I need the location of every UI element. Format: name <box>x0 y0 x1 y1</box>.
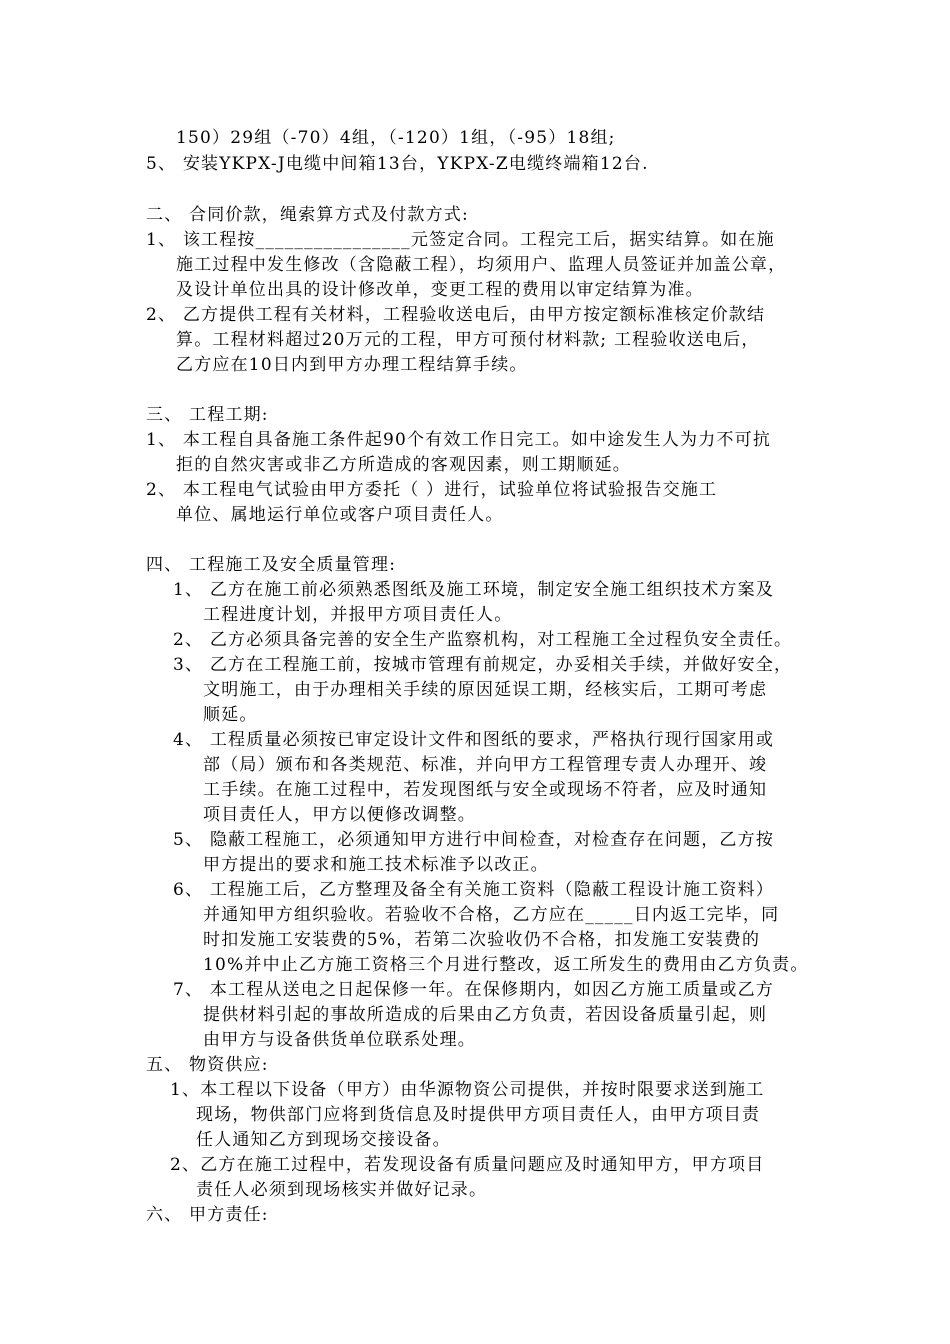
list-item: 1、本工程以下设备（甲方）由华源物资公司提供，并按时限要求送到施工 <box>170 1080 765 1100</box>
text-line: 项目责任人，甲方以便修改调整。 <box>203 805 476 825</box>
text-line: 顺延。 <box>203 705 258 725</box>
text-line: 工程进度计划，并报甲方项目责任人。 <box>203 605 513 625</box>
text-line: 提供材料引起的事故所造成的后果由乙方负责，若因设备质量引起，则 <box>203 1005 768 1025</box>
list-item: 2、 乙方提供工程有关材料，工程验收送电后，由甲方按定额标准核定价款结 <box>146 305 766 325</box>
text-line: 工手续。在施工过程中，若发现图纸与安全或现场不符者，应及时通知 <box>203 780 768 800</box>
text-line: 责任人必须到现场核实并做好记录。 <box>196 1180 488 1200</box>
list-item: 3、 乙方在工程施工前，按城市管理有前规定，办妥相关手续，并做好安全， <box>173 655 793 675</box>
list-item: 6、 工程施工后，乙方整理及备全有关施工资料（隐蔽工程设计施工资料） <box>173 880 775 900</box>
text-line: 甲方提出的要求和施工技术标准予以改正。 <box>203 855 549 875</box>
text-line: 任人通知乙方到现场交接设备。 <box>196 1130 451 1150</box>
list-item: 2、 本工程电气试验由甲方委托（ ）进行，试验单位将试验报告交施工 <box>146 480 718 500</box>
text-line: 算。工程材料超过20万元的工程，甲方可预付材料款; 工程验收送电后， <box>176 330 760 350</box>
list-item: 2、乙方在施工过程中，若发现设备有质量问题应及时通知甲方，甲方项目 <box>170 1155 765 1175</box>
list-item: 1、 乙方在施工前必须熟悉图纸及施工环境，制定安全施工组织技术方案及 <box>173 580 775 600</box>
section-heading: 三、 工程工期: <box>146 405 269 425</box>
text-line: 乙方应在10日内到甲方办理工程结算手续。 <box>176 355 528 375</box>
text-line: 文明施工，由于办理相关手续的原因延误工期，经核实后，工期可考虑 <box>203 680 768 700</box>
text-line: 现场，物供部门应将到货信息及时提供甲方项目责任人，由甲方项目责 <box>196 1105 761 1125</box>
list-item: 7、 本工程从送电之日起保修一年。在保修期内，如因乙方施工质量或乙方 <box>173 980 775 1000</box>
text-line: 单位、属地运行单位或客户项目责任人。 <box>176 505 504 525</box>
list-item: 5、 安装YKPX-J电缆中间箱13台，YKPX-Z电缆终端箱12台. <box>146 154 649 174</box>
list-item: 2、 乙方必须具备完善的安全生产监察机构，对工程施工全过程负安全责任。 <box>173 630 793 650</box>
text-line: 并通知甲方组织验收。若验收不合格，乙方应在_____日内返工完毕，同 <box>203 905 780 925</box>
section-heading: 六、 甲方责任: <box>146 1205 269 1225</box>
text-line: 时扣发施工安装费的5%，若第二次验收仍不合格，扣发施工安装费的 <box>203 930 761 950</box>
list-item: 1、 本工程自具备施工条件起90个有效工作日完工。如中途发生人为力不可抗 <box>146 430 772 450</box>
text-line: 部（局）颁布和各类规范、标准，并向甲方工程管理专责人办理开、竣 <box>203 755 768 775</box>
text-line: 及设计单位出具的设计修改单，变更工程的费用以审定结算为准。 <box>176 280 704 300</box>
list-item: 4、 工程质量必须按已审定设计文件和图纸的要求，严格执行现行国家用或 <box>173 730 775 750</box>
list-item: 5、 隐蔽工程施工，必须通知甲方进行中间检查，对检查存在问题，乙方按 <box>173 830 775 850</box>
section-heading: 五、 物资供应: <box>146 1055 269 1075</box>
text-line: 拒的自然灾害或非乙方所造成的客观因素，则工期顺延。 <box>176 455 631 475</box>
list-item: 1、 该工程按________________元签定合同。工程完工后，据实结算。如在施 <box>146 230 775 250</box>
text-line: 10%并中止乙方施工资格三个月进行整改，返工所发生的费用由乙方负责。 <box>203 955 809 975</box>
text-line: 150）29组（-70）4组，（-120）1组，（-95）18组; <box>176 128 616 148</box>
text-line: 施工过程中发生修改（含隐蔽工程），均须用户、监理人员签证并加盖公章， <box>176 255 787 275</box>
text-line: 由甲方与设备供货单位联系处理。 <box>203 1030 476 1050</box>
section-heading: 二、 合同价款，绳索算方式及付款方式: <box>146 205 469 225</box>
section-heading: 四、 工程施工及安全质量管理: <box>146 555 397 575</box>
